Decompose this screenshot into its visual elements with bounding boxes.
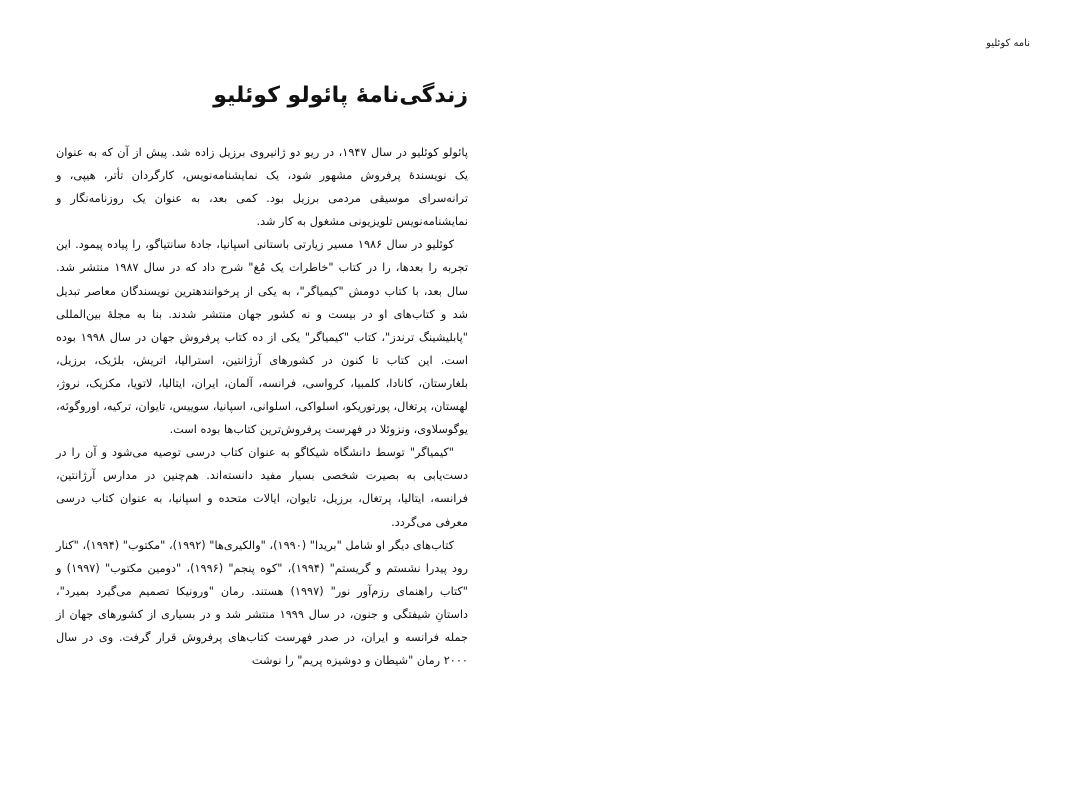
paragraph-textbook: "کیمیاگر" توسط دانشگاه شیکاگو به عنوان کتاب درسی توصیه می‌شود و آن را در دست‌یابی به بصیرت شخصی بسیار مفید دانسته‌اند. هم‌چنین در مدارس آرژانتین، فرانسه، ایتالیا، پرتغال، برزیل، تایوان، ایالات متحده و اسپانیا، به عنوان کتاب درسی معرفی می‌گردد. (56, 446, 468, 529)
article-body (56, 141, 468, 672)
paragraph-alchemist: کوئلیو در سال ۱۹۸۶ مسیر زیارتی باستانی اسپانیا، جادهٔ سانتیاگو، را پیاده پیمود. این تجربه را بعدها، را در کتاب "خاطرات یک مُغ" شرح داد که در سال ۱۹۸۷ منتشر شد. سال بعد، با کتاب دومش "کیمیاگر"، به یکی از پرخوانندهترین نویسندگان معاصر تبدیل شد و کتاب‌های او در بیست و نه کشور جهان منتشر شدند. بنا به مجلهٔ بین‌المللی "پابلیشینگ ترندز"، کتاب "کیمیاگر" یکی از ده کتاب پرفروش جهان در سال ۱۹۹۸ بوده است. این کتاب تا کنون در کشورهای آرژانتین، استرالیا، اتریش، بلژیک، برزیل، بلغارستان، کانادا، کلمبیا، کرواسی، فرانسه، آلمان، ایران، ایتالیا، لاتویا، مکزیک، نروژ، لهستان، پرتغال، پورتوریکو، اسلواکی، اسلوانی، اسپانیا، سوییس، تایوان، ترکیه، اوروگوئه، یوگوسلاوی، ونزوئلا در فهرست پرفروش‌ترین کتاب‌ها بوده است. (56, 238, 468, 437)
page-title: زندگی‌نامهٔ پائولو کوئلیو (213, 83, 468, 108)
paragraph-other-books: کتاب‌های دیگر او شامل "بریدا" (۱۹۹۰)، "والکیری‌ها" (۱۹۹۲)، "مکتوب" (۱۹۹۴)، "کنار رود پیدرا نشستم و گریستم" (۱۹۹۴)، "کوه پنجم" (۱۹۹۶)، "دومین مکتوب" (۱۹۹۷) و "کتاب راهنمای رزم‌آور نور" (۱۹۹۷) هستند. رمان "ورونیکا تصمیم می‌گیرد بمیرد"، داستانِ شیفتگی و جنون، در سال ۱۹۹۹ منتشر شد و در بسیاری از کشورهای جهان از جمله فرانسه و ایران، در صدر فهرست کتاب‌های پرفروش قرار گرفت. وی در سال ۲۰۰۰ رمان "شیطان و دوشیزه پریم" را نوشت (55, 538, 468, 668)
paragraph-birth: پائولو کوئلیو در سال ۱۹۴۷، در ریو دو ژانیروی برزیل زاده شد. پیش از آن که به عنوان یک نویسندهٔ پرفروش مشهور شود، یک نمایشنامه‌نویس، کارگردان تأتر، هیپی، و ترانه‌سرای موسیقی مردمی برزیل بود. کمی بعد، به عنوان یک روزنامه‌نگار و نمایشنامه‌نویس تلویزیونی مشغول به کار شد. (56, 146, 468, 229)
running-header: نامه کوئلیو (986, 38, 1030, 49)
